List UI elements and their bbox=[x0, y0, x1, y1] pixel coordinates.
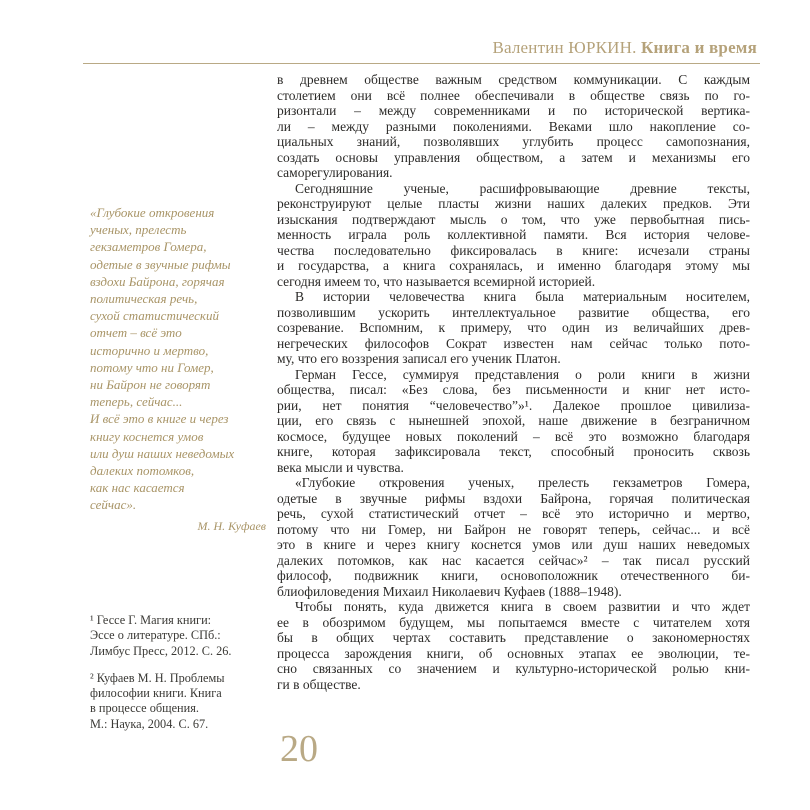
quote-line: далеких потомков, bbox=[90, 463, 195, 479]
paragraph-line: позволившим ускорить интеллектуальное развитие общества, его bbox=[277, 304, 750, 320]
quote-line: потому что ни Гомер, bbox=[90, 359, 214, 375]
quote-line: И всё это в книге и через bbox=[90, 411, 229, 427]
quote-line: сейчас». bbox=[90, 497, 137, 513]
quote-line: или душ наших неведомых bbox=[90, 445, 235, 461]
quote-line: одетые в звучные рифмы bbox=[90, 256, 231, 272]
paragraph-line: процесса зарождения книги, об основных этапах ее эволюции, те- bbox=[277, 645, 750, 661]
paragraph-line: ции, его связь с нынешней эпохой, наше движение в безграничном bbox=[277, 413, 750, 428]
paragraph-line: это в книге и через книгу коснется умов или душ наших неведомых bbox=[277, 537, 750, 552]
paragraph-line: одетые в звучные рифмы вздохи Байрона, горячая политическая bbox=[277, 490, 750, 506]
footnote-line: ² Куфаев М. Н. Проблемы bbox=[90, 670, 225, 685]
quote-line: отчет – всё это bbox=[90, 325, 182, 341]
footnote-line: М.: Наука, 2004. С. 67. bbox=[90, 716, 209, 731]
sidebar-quote bbox=[90, 204, 266, 535]
quote-line: «Глубокие откровения bbox=[90, 205, 215, 220]
paragraph-line: му, что его воззрения записал его ученик Платон. bbox=[277, 351, 561, 366]
paragraph-line: книге, которая зафиксировала текст, способный проносить сквозь bbox=[277, 444, 750, 459]
paragraph-line: «Глубокие откровения ученых, прелесть гекзаметров Гомера, bbox=[295, 475, 750, 490]
paragraph-line: негреческих философов Сократ известен нам сейчас только пото- bbox=[277, 335, 750, 351]
header-rule bbox=[83, 63, 760, 64]
paragraph-line: циальных знаний, позволявших углубить процесс самопознания, bbox=[277, 134, 750, 149]
quote-line: политическая речь, bbox=[90, 291, 198, 307]
header-title: Книга и время bbox=[641, 38, 757, 57]
paragraph-line: созревание. Вспомним, к примеру, что один из величайших древ- bbox=[277, 320, 750, 335]
paragraph-line: саморегулирования. bbox=[277, 165, 393, 180]
paragraph-line: потому что ни Гомер, ни Байрон не говорят теперь, сейчас... и всё bbox=[277, 521, 750, 537]
paragraph-line: Чтобы понять, куда движется книга в своем развитии и что ждет bbox=[295, 599, 750, 614]
footnote-line: ¹ Гессе Г. Магия книги: bbox=[90, 613, 212, 627]
paragraph-line: менность играла роль коллективной памяти. Вся история челове- bbox=[277, 227, 750, 242]
paragraph-line: В истории человечества книга была материальным носителем, bbox=[295, 289, 750, 304]
quote-line: теперь, сейчас... bbox=[90, 394, 183, 410]
paragraph-line: и государства, а книга сохранялась, и именно благодаря этому мы bbox=[277, 258, 750, 273]
paragraph-line: века мысли и чувства. bbox=[277, 459, 404, 475]
quote-line: ни Байрон не говорят bbox=[90, 377, 211, 393]
paragraph-line: в древнем обществе важным средством коммуникации. С каждым bbox=[277, 72, 750, 87]
paragraph-line: общества, писал: «Без слова, без письменности и книг нет исто- bbox=[277, 382, 750, 397]
footnote-gap bbox=[90, 659, 270, 671]
paragraph-line: сно связанных со значением и культурно-исторической ролью кни- bbox=[277, 661, 750, 676]
paragraph-line: ли – между разными поколениями. Веками шло накопление со- bbox=[277, 118, 750, 134]
quote-line: исторично и мертво, bbox=[90, 342, 209, 358]
paragraph-line: речь, сухой статистический отчет – всё это исторично и мертво, bbox=[277, 506, 750, 521]
paragraph-line: ее в обозримом будущем, мы попытаемся вместе с читателем хотя bbox=[277, 614, 750, 630]
running-header bbox=[0, 38, 757, 58]
paragraph-line: Герман Гессе, суммируя представления о роли книги в жизни bbox=[295, 366, 750, 382]
footnotes bbox=[90, 613, 270, 732]
paragraph-line: далеких потомков, как нас касается сейчас»² – так писал русский bbox=[277, 552, 750, 568]
paragraph-line: космосе, будущее новых поколений – всё это возможно благодаря bbox=[277, 428, 750, 444]
quote-line: ученых, прелесть bbox=[90, 222, 187, 238]
quote-line: гекзаметров Гомера, bbox=[90, 239, 207, 255]
paragraph-line: бы в общих чертах составить представление о закономерностях bbox=[277, 630, 750, 645]
quote-attribution: М. Н. Куфаев bbox=[197, 518, 266, 533]
quote-line: вздохи Байрона, горячая bbox=[90, 273, 225, 289]
quote-line: как нас касается bbox=[90, 480, 185, 496]
paragraph-line: чества последовательно фиксировалась в книге: исчезали страны bbox=[277, 242, 750, 258]
paragraph-line: столетием они всё полнее обеспечивали в обществе связь по го- bbox=[277, 87, 750, 103]
paragraph-line: философ, подвижник книги, основоположник отечественного би- bbox=[277, 568, 750, 583]
paragraph-line: сегодня имеем то, что называется всемирной историей. bbox=[277, 273, 596, 289]
paragraph-line: реконструируют целые пласты жизни наших далеких предков. Эти bbox=[277, 196, 750, 211]
header-author: Валентин ЮРКИН. bbox=[492, 38, 637, 57]
paragraph-line: изыскания подтверждают мысль о том, что уже первобытная пись- bbox=[277, 211, 750, 227]
footnote-line: философии книги. Книга bbox=[90, 686, 222, 701]
main-text-column bbox=[277, 72, 750, 692]
footnote-line: в процессе общения. bbox=[90, 701, 199, 716]
paragraph-line: рии, нет понятия “человечество”»¹. Далекое прошлое цивилиза- bbox=[277, 397, 750, 413]
quote-line: сухой статистический bbox=[90, 308, 219, 324]
quote-line: книгу коснется умов bbox=[90, 428, 204, 444]
page-number: 20 bbox=[280, 728, 318, 770]
footnote-line: Эссе о литературе. СПб.: bbox=[90, 628, 221, 643]
paragraph-line: ги в обществе. bbox=[277, 676, 361, 692]
paragraph-line: ризонтали – между современниками и по исторической вертика- bbox=[277, 103, 750, 118]
paragraph-line: блиофиловедения Михаил Николаевич Куфаев (1888–1948). bbox=[277, 583, 622, 599]
footnote-line: Лимбус Пресс, 2012. С. 26. bbox=[90, 643, 232, 658]
paragraph-line: создать основы управления обществом, а затем и механизмы его bbox=[277, 149, 750, 165]
paragraph-line: Сегодняшние ученые, расшифровывающие древние тексты, bbox=[295, 180, 750, 196]
